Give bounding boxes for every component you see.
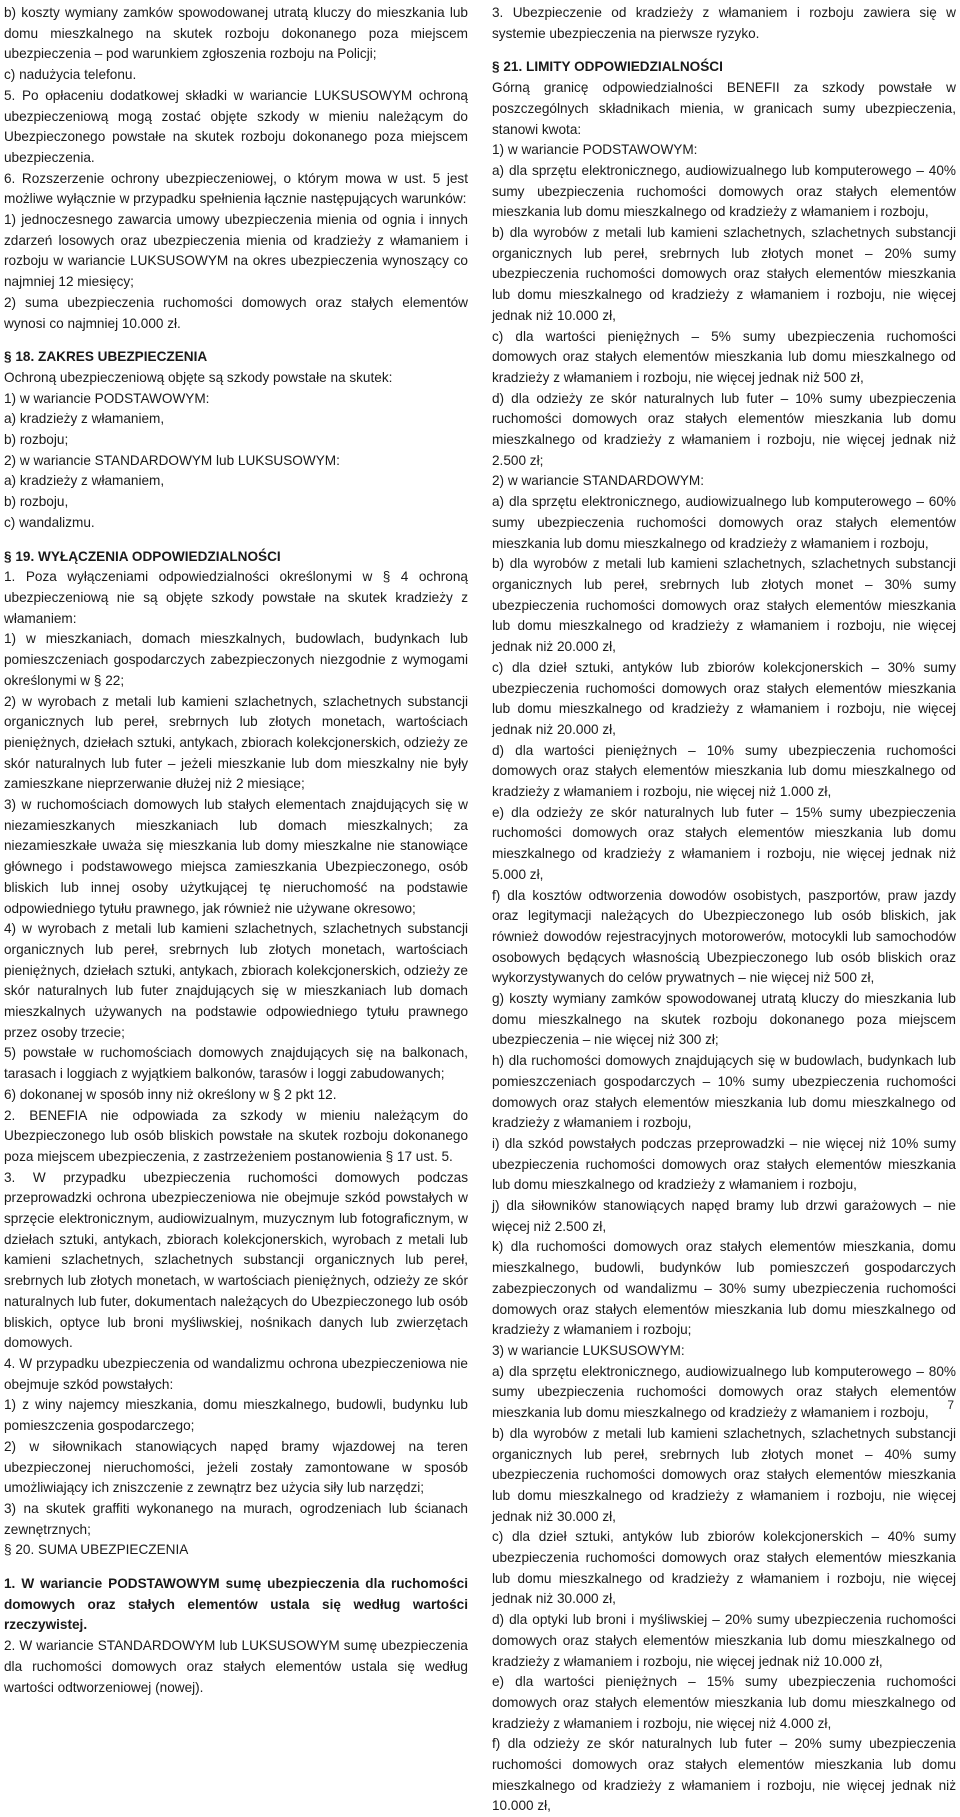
section-heading: § 19. WYŁĄCZENIA ODPOWIEDZIALNOŚCI <box>4 548 281 564</box>
paragraph: j) dla siłowników stanowiących napęd bramy lub drzwi garażowych – nie więcej niż 2.500 zł, <box>492 1198 956 1234</box>
paragraph: 2) w wariancie STANDARDOWYM: <box>492 473 704 489</box>
paragraph: d) dla optyki lub broni i myśliwskiej – 20% sumy ubezpieczenia ruchomości domowych oraz stałych elementów mieszkania lub domu mieszkalnego od kradzieży z włamaniem i rozboju, nie więcej jednak niż 10.000 zł, <box>492 1612 956 1669</box>
paragraph: 1. Poza wyłączeniami odpowiedzialności określonymi w § 4 ochroną ubezpieczeniową nie są objęte szkody powstałe na skutek kradzieży z włamaniem: <box>4 569 468 626</box>
paragraph: f) dla kosztów odtworzenia dowodów osobistych, paszportów, praw jazdy oraz legitymacji należących do Ubezpieczonego lub osób bliskich, jak również dowodów rejestracyjnych motorowerów, motocykli lub samochodów osobowych będących własnością Ubezpieczonego lub osób bliskich oraz wykorzystywanych do celów prywatnych – nie więcej niż 500 zł, <box>492 887 956 986</box>
paragraph: 1) w wariancie PODSTAWOWYM: <box>492 142 698 158</box>
paragraph: e) dla odzieży ze skór naturalnych lub futer – 15% sumy ubezpieczenia ruchomości domowych oraz stałych elementów mieszkania lub domu mieszkalnego od kradzieży z włamaniem i rozboju, nie więcej jednak niż 5.000 zł, <box>492 804 956 882</box>
paragraph: c) nadużycia telefonu. <box>4 67 137 83</box>
paragraph: 4. W przypadku ubezpieczenia od wandalizmu ochrona ubezpieczeniowa nie obejmuje szkód powstałych: <box>4 1356 468 1392</box>
paragraph: 6. Rozszerzenie ochrony ubezpieczeniowej, o którym mowa w ust. 5 jest możliwe wyłącznie w przypadku spełnienia łącznie następujących warunków: <box>4 170 468 207</box>
paragraph: b) dla wyrobów z metali lub kamieni szlachetnych, szlachetnych substancji organicznych lub pereł, srebrnych lub złotych monet – 20% sumy ubezpieczenia ruchomości domowych oraz stałych elementów mieszkania lub domu mieszkalnego od kradzieży z włamaniem i rozboju, nie więcej jednak niż 10.000 zł, <box>492 225 956 323</box>
paragraph: 3. W przypadku ubezpieczenia ruchomości domowych podczas przeprowadzki ochrona ubezpieczeniowa nie obejmuje szkód powstałych w sprzęcie elektronicznym, audiowizualnym, muzycznym lub fotograficznym, w dziełach sztuki, antykach, zbiorach kolekcjonerskich, wyrobach z metali lub kamieni szlachetnych, szlachetnych substancji organicznych lub pereł, srebrnych lub złotych monetach, w wartościach pieniężnych, odzieży ze skór naturalnych lub futer, dokumentach należących do Ubezpieczonego lub osób bliskich, optyce lub broni myśliwskiej, nośnikach danych lub zwierzętach domowych. <box>4 1169 468 1351</box>
paragraph: 5) powstałe w ruchomościach domowych znajdujących się na balkonach, tarasach i loggiach z wyjątkiem balkonów, tarasów i loggi zabudowanych; <box>4 1045 468 1082</box>
paragraph: 1) z winy najemcy mieszkania, domu mieszkalnego, budowli, budynku lub pomieszczenia gospodarczego; <box>4 1397 468 1434</box>
paragraph: d) dla odzieży ze skór naturalnych lub futer – 10% sumy ubezpieczenia ruchomości domowych oraz stałych elementów mieszkania lub domu mieszkalnego od kradzieży z włamaniem i rozboju, nie więcej jednak niż 2.500 zł; <box>492 390 956 468</box>
paragraph: 2) w siłownikach stanowiących napęd bramy wjazdowej na teren ubezpieczonej nieruchomości, jeżeli zostały zamontowane w sposób umożliwiający ich zniszczenie z zewnątrz bez użycia siły lub narzędzi; <box>4 1438 468 1496</box>
paragraph: Górną granicę odpowiedzialności BENEFII za szkody powstałe w poszczególnych składnikach mienia, w granicach sumy ubezpieczenia, stanowi kwota: <box>492 80 956 137</box>
paragraph: 3) w wariancie LUKSUSOWYM: <box>492 1343 685 1358</box>
paragraph: a) dla sprzętu elektronicznego, audiowizualnego lub komputerowego – 60% sumy ubezpieczenia ruchomości domowych oraz stałych elementów mieszkania lub domu mieszkalnego od kradzieży z włamaniem i rozboju, <box>492 494 956 551</box>
section-heading: 1. W wariancie PODSTAWOWYM sumę ubezpieczenia dla ruchomości domowych oraz stałych elementów ustala się według wartości rzeczywistej. <box>4 1576 468 1633</box>
paragraph: f) dla odzieży ze skór naturalnych lub futer – 20% sumy ubezpieczenia ruchomości domowych oraz stałych elementów mieszkania lub domu mieszkalnego od kradzieży z włamaniem i rozboju, nie więcej jednak niż 10.000 zł, <box>492 1736 956 1814</box>
paragraph: g) koszty wymiany zamków spowodowanej utratą kluczy do mieszkania lub domu mieszkalnego na skutek rozboju dokonanego poza miejscem ubezpieczenia – nie więcej niż 300 zł; <box>492 991 956 1048</box>
paragraph: a) kradzieży z włamaniem, <box>4 411 165 427</box>
paragraph: 1) jednoczesnego zawarcia umowy ubezpieczenia mienia od ognia i innych zdarzeń losowych oraz ubezpieczenia mienia od kradzieży z włamaniem i rozboju w wariancie LUKSUSOWYM na okres ubezpieczenia wynoszący co najmniej 12 miesięcy; <box>4 212 468 290</box>
paragraph: a) dla sprzętu elektronicznego, audiowizualnego lub komputerowego – 80% sumy ubezpieczenia ruchomości domowych oraz stałych elementów mieszkania lub domu mieszkalnego od kradzieży z włamaniem i rozboju, <box>492 1363 956 1421</box>
paragraph: 5. Po opłaceniu dodatkowej składki w wariancie LUKSUSOWYM ochroną ubezpieczeniową mogą zostać objęte szkody w mieniu należącym do Ubezpieczonego powstałe na skutek rozboju dokonanego poza miejscem ubezpieczenia. <box>4 87 468 165</box>
paragraph: 3) w ruchomościach domowych lub stałych elementach znajdujących się w niezamieszkanych mieszkaniach lub domach mieszkalnych; za niezamieszkałe uważa się mieszkania lub domy mieszkalne nie stanowiące głównego i podstawowego miejsca zamieszkania Ubezpieczonego, osób bliskich lub innej osoby użytkującej tę nieruchomość na podstawie odpowiedniego tytułu prawnego, jak również nie używane okresowo; <box>4 797 468 916</box>
paragraph: a) dla sprzętu elektronicznego, audiowizualnego lub komputerowego – 40% sumy ubezpieczenia ruchomości domowych oraz stałych elementów mieszkania lub domu mieszkalnego od kradzieży z włamaniem i rozboju, <box>492 162 956 220</box>
paragraph: 3. Ubezpieczenie od kradzieży z włamaniem i rozboju zawiera się w systemie ubezpieczenia na pierwsze ryzyko. <box>492 5 956 41</box>
paragraph: b) koszty wymiany zamków spowodowanej utratą kluczy do mieszkania lub domu mieszkalnego na skutek rozboju dokonanego poza miejscem ubezpieczenia – pod warunkiem zgłoszenia rozboju na Policji; <box>4 5 468 62</box>
paragraph: 4) w wyrobach z metali lub kamieni szlachetnych, szlachetnych substancji organicznych lub pereł, srebrnych lub złotych monetach, wartościach pieniężnych, dziełach sztuki, antykach, zbiorach kolekcjonerskich, odzieży ze skór naturalnych lub futer znajdujących się w mieszkaniach lub domach mieszkalnych używanych na podstawie odpowiedniego tytułu prawnego przez osoby trzecie; <box>4 921 468 1040</box>
section-heading: § 18. ZAKRES UBEZPIECZENIA <box>4 349 208 365</box>
left-column <box>4 3 468 1698</box>
paragraph: 2) w wyrobach z metali lub kamieni szlachetnych, szlachetnych substancji organicznych lub pereł, srebrnych lub złotych monetach, wartościach pieniężnych, dziełach sztuki, antykach, zbiorach kolekcjonerskich, odzieży ze skór naturalnych lub futer – jeżeli mieszkanie lub dom mieszkalny nie były zamieszkane nieprzerwanie dłużej niż 2 miesiące; <box>4 693 468 792</box>
paragraph: 2) w wariancie STANDARDOWYM lub LUKSUSOWYM: <box>4 452 340 468</box>
paragraph: b) rozboju, <box>4 494 69 510</box>
paragraph: 2) suma ubezpieczenia ruchomości domowych oraz stałych elementów wynosi co najmniej 10.000 zł. <box>4 294 468 331</box>
paragraph: b) dla wyrobów z metali lub kamieni szlachetnych, szlachetnych substancji organicznych lub pereł, srebrnych lub złotych monet – 40% sumy ubezpieczenia ruchomości domowych oraz stałych elementów mieszkania lub domu mieszkalnego od kradzieży z włamaniem i rozboju, nie więcej jednak niż 30.000 zł, <box>492 1425 956 1524</box>
paragraph: c) dla dzieł sztuki, antyków lub zbiorów kolekcjonerskich – 40% sumy ubezpieczenia ruchomości domowych oraz stałych elementów mieszkania lub domu mieszkalnego od kradzieży z włamaniem i rozboju, nie więcej jednak niż 30.000 zł, <box>492 1529 956 1607</box>
paragraph: k) dla ruchomości domowych oraz stałych elementów mieszkania, domu mieszkalnego, budowli, budynków lub pomieszczeń gospodarczych zabezpieczonych od wandalizmu – 30% sumy ubezpieczenia ruchomości domowych oraz stałych elementów mieszkania lub domu mieszkalnego od kradzieży z włamaniem i rozboju; <box>492 1239 956 1338</box>
paragraph: b) dla wyrobów z metali lub kamieni szlachetnych, szlachetnych substancji organicznych lub pereł, srebrnych lub złotych monet – 30% sumy ubezpieczenia ruchomości domowych oraz stałych elementów mieszkania lub domu mieszkalnego od kradzieży z włamaniem i rozboju, nie więcej jednak niż 20.000 zł, <box>492 556 956 655</box>
paragraph: b) rozboju; <box>4 432 69 448</box>
paragraph: 1) w wariancie PODSTAWOWYM: <box>4 390 210 406</box>
section-heading: § 21. LIMITY ODPOWIEDZIALNOŚCI <box>492 59 723 75</box>
paragraph: c) dla wartości pieniężnych – 5% sumy ubezpieczenia ruchomości domowych oraz stałych elementów mieszkania lub domu mieszkalnego od kradzieży z włamaniem i rozboju, nie więcej jednak niż 500 zł, <box>492 328 956 385</box>
page-number: 7 <box>947 1398 954 1412</box>
paragraph: i) dla szkód powstałych podczas przeprowadzki – nie więcej niż 10% sumy ubezpieczenia ruchomości domowych oraz stałych elementów mieszkania lub domu mieszkalnego od kradzieży z włamaniem i rozboju, <box>492 1135 956 1193</box>
paragraph: d) dla wartości pieniężnych – 10% sumy ubezpieczenia ruchomości domowych oraz stałych elementów mieszkania lub domu mieszkalnego od kradzieży z włamaniem i rozboju, nie więcej niż 1.000 zł, <box>492 742 956 800</box>
paragraph: h) dla ruchomości domowych znajdujących się w budowlach, budynkach lub pomieszczeniach gospodarczych – 10% sumy ubezpieczenia ruchomości domowych oraz stałych elementów mieszkania lub domu mieszkalnego od kradzieży z włamaniem i rozboju, <box>492 1053 956 1131</box>
paragraph: 1) w mieszkaniach, domach mieszkalnych, budowlach, budynkach lub pomieszczeniach gospodarczych zabezpieczonych niezgodnie z wymogami określonymi w § 22; <box>4 631 468 688</box>
paragraph: e) dla wartości pieniężnych – 15% sumy ubezpieczenia ruchomości domowych oraz stałych elementów mieszkania lub domu mieszkalnego od kradzieży z włamaniem i rozboju, nie więcej niż 4.000 zł, <box>492 1674 956 1731</box>
paragraph: a) kradzieży z włamaniem, <box>4 473 165 489</box>
paragraph: Ochroną ubezpieczeniową objęte są szkody powstałe na skutek: <box>4 369 393 385</box>
paragraph: 6) dokonanej w sposób inny niż określony w § 2 pkt 12. <box>4 1086 337 1102</box>
paragraph: c) dla dzieł sztuki, antyków lub zbiorów kolekcjonerskich – 30% sumy ubezpieczenia ruchomości domowych oraz stałych elementów mieszkania lub domu mieszkalnego od kradzieży z włamaniem i rozboju, nie więcej jednak niż 20.000 zł, <box>492 659 956 737</box>
paragraph: 2. W wariancie STANDARDOWYM lub LUKSUSOWYM sumę ubezpieczenia dla ruchomości domowych oraz stałych elementów ustala się według wartości odtworzeniowej (nowej). <box>4 1638 468 1695</box>
paragraph: § 20. SUMA UBEZPIECZENIA <box>4 1542 189 1558</box>
right-column <box>492 3 956 1817</box>
paragraph: 3) na skutek graffiti wykonanego na murach, ogrodzeniach lub ścianach zewnętrznych; <box>4 1500 468 1537</box>
paragraph: 2. BENEFIA nie odpowiada za szkody w mieniu należącym do Ubezpieczonego lub osób bliskich powstałe na skutek rozboju dokonanego poza miejscem ubezpieczenia, z zastrzeżeniem postanowienia § 17 ust. 5. <box>4 1107 468 1164</box>
paragraph: c) wandalizmu. <box>4 514 95 530</box>
